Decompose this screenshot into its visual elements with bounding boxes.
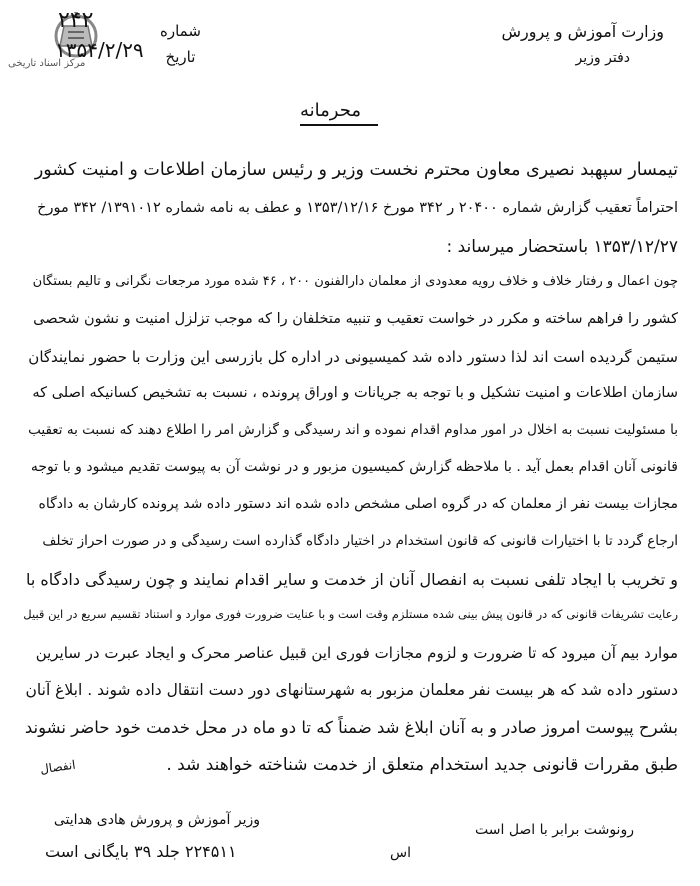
letter-addressee: تیمسار سپهبد نصیری معاون محترم نخست وزیر و رئیس سازمان اطلاعات و امنیت کشور xyxy=(34,160,678,180)
signature-title: وزیر آموزش و پرورش هادی هدایتی xyxy=(53,812,260,828)
logo-caption: مرکز اسناد تاریخی xyxy=(8,58,86,69)
body-line: کشور را فراهم ساخته و مکرر در خواست تعقیب و تنبیه متخلفان را که موجب تزلزل امنیت و نشون شحصی xyxy=(33,311,678,327)
copy-certification: رونوشت برابر با اصل است xyxy=(475,822,634,838)
body-line: طبق مقررات قانونی جدید استخدام متعلق از خدمت شناخته خواهند شد . xyxy=(166,755,678,775)
body-line: ارجاع گردد تا با اختیارات قانونی که قانون استخدام در اختیار دادگاه گذارده است رسیدگی و در صورت احراز تخلف xyxy=(42,533,678,549)
number-label: شماره xyxy=(160,22,201,40)
letter-date: ۱۳۵۴/۲/۲۹ xyxy=(55,38,144,62)
number-date-labels xyxy=(160,18,201,70)
margin-note: انفصال xyxy=(39,757,77,777)
aas-mark: اس xyxy=(390,845,411,861)
body-line: چون اعمال و رفتار خلاف و خلاف رویه معدودی از معلمان دارالفنون ۲۰۰ ، ۴۶ شده مورد مرجعات نگرانی و تالیم بستگان xyxy=(32,274,678,289)
letter-number: ۲۴۲ xyxy=(58,8,94,33)
body-line: دستور داده شد که هر بیست نفر معلمان مزبور به شهرستانهای دور دست انتقال داده شوند . ابلاغ آنان xyxy=(25,681,678,699)
classification-underline xyxy=(300,124,378,126)
body-line: سازمان اطلاعات و امنیت تشکیل و با توجه به جریانات و اوراق پرونده ، نسبت به تشخیص کسانیکه اصلی که xyxy=(32,385,678,401)
ministry-name: وزارت آموزش و پرورش xyxy=(501,22,664,41)
office-name: دفتر وزیر xyxy=(575,50,630,66)
archive-number: ۲۲۴۵۱۱ جلد ۳۹ بایگانی است xyxy=(45,842,237,861)
body-line: ۱۳۵۳/۱۲/۲۷ باستحضار میرساند : xyxy=(446,237,678,257)
body-line: و تخریب با ایجاد تلفی نسبت به انفصال آنان از خدمت و سایر اقدام نمایند و چون رسیدگی دادگاه با xyxy=(25,570,678,589)
body-line: بشرح پیوست امروز صادر و به آنان ابلاغ شد ضمناً که تا دو ماه در محل خدمت خود حاضر نشوند xyxy=(24,718,678,737)
date-label: تاریخ xyxy=(165,48,196,66)
body-line: رعایت تشریفات قانونی که در قانون پیش بینی شده مستلزم وقت است و با عنایت ضرورت فوری موارد و استناد تقسیم سریع در این قبیل xyxy=(23,607,678,621)
body-line: با مسئولیت نسبت به اخلال در امور مداوم اقدام نموده و اند رسیدگی و گزارش امر را اطلاع دهند که نسبت به تعقیب xyxy=(28,422,678,438)
body-line: مجازات بیست نفر از معلمان که در گروه اصلی مشخص داده شده اند دستور داده شد پرونده کارشان به دادگاه xyxy=(38,496,678,512)
body-line: موارد بیم آن میرود که تا ضرورت و لزوم مجازات فوری این قبیل عناصر محرک و ایجاد عبرت در سایرین xyxy=(35,644,678,662)
body-line: ستیمن گردیده است اند لذا دستور داده شد کمیسیونی در اداره کل بازرسی این وزارت با حضور نمایندگان xyxy=(28,348,678,366)
classification-heading: محرمانه xyxy=(300,100,361,121)
body-line: قانونی آنان اقدام بعمل آید . با ملاحظه گزارش کمیسیون مزبور و در نوشت آن به پیوست تقدیم میشود و با توجه xyxy=(30,459,678,475)
body-line: احتراماً تعقیب گزارش شماره ۲۰۴۰۰ ر ۳۴۲ مورخ ۱۳۵۳/۱۲/۱۶ و عطف به نامه شماره ۱۳۹۱۰۱۲/ ۳۴۲ مورخ xyxy=(37,200,678,216)
